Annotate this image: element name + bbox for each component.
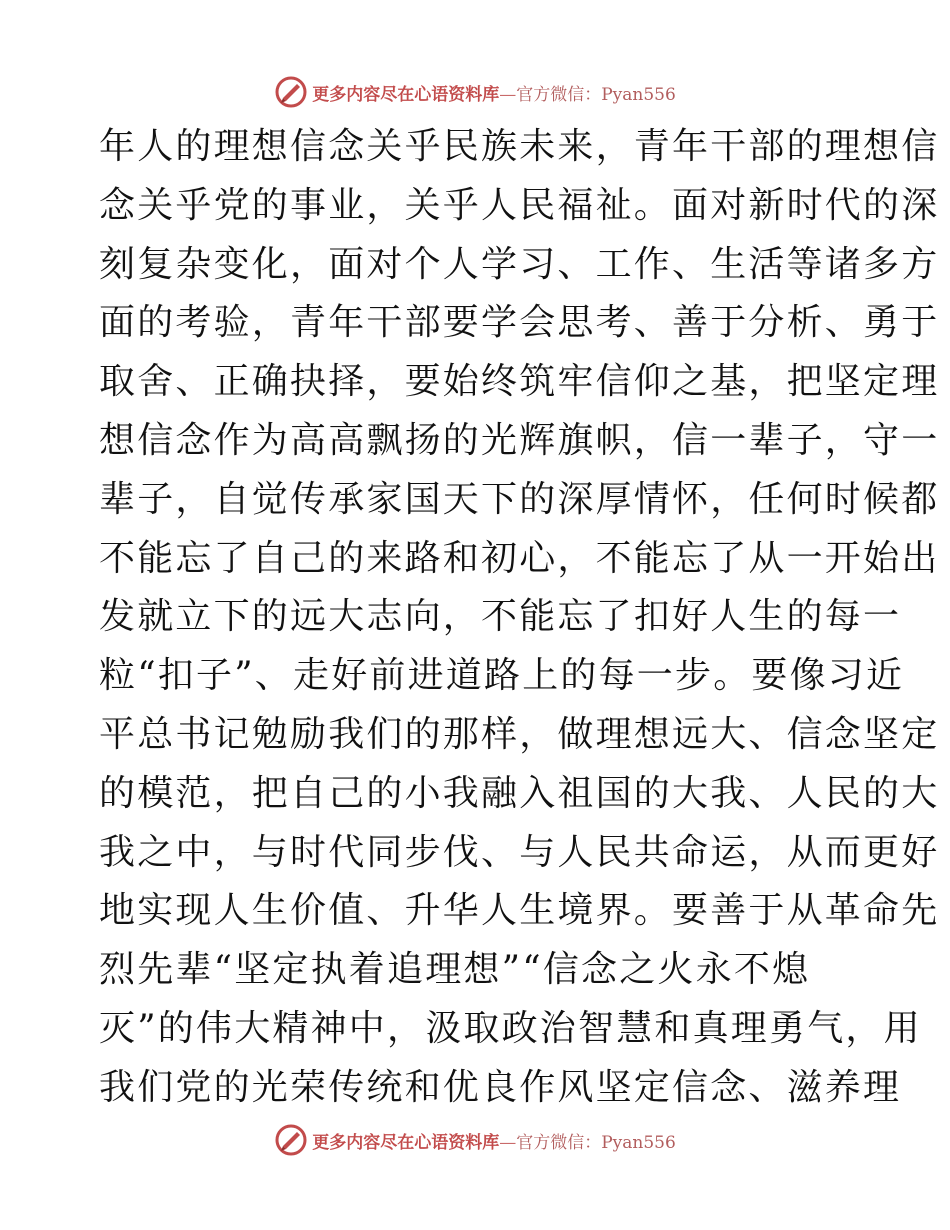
text-line: 烈先辈“坚定执着追理想”“信念之火永不熄 (99, 949, 811, 991)
watermark-brand: 更多内容尽在心语资料库 (312, 84, 500, 105)
text-line: 年人的理想信念关乎民族未来，青年干部的理想信 (99, 126, 940, 167)
watermark-text (312, 1128, 676, 1153)
body-paragraph (99, 118, 940, 1118)
text-line: 的模范，把自己的小我融入祖国的大我、人民的大 (99, 772, 940, 814)
text-line: 我们党的光荣传统和优良作风坚定信念、滋养理 (99, 1066, 902, 1108)
text-line: 面的考验，青年干部要学会思考、善于分析、勇于 (99, 302, 940, 344)
pen-logo-icon (274, 1123, 308, 1157)
watermark-brand: 更多内容尽在心语资料库 (312, 1132, 500, 1153)
footer-watermark (0, 1120, 950, 1160)
text-line: 我之中，与时代同步伐、与人民共命运，从而更好 (99, 831, 940, 873)
header-watermark (0, 72, 950, 112)
watermark-dash: — (499, 84, 517, 105)
text-line: 粒“扣子”、走好前进道路上的每一步。要像习近 (99, 655, 905, 697)
text-line: 发就立下的远大志向，不能忘了扣好人生的每一 (99, 596, 902, 638)
watermark-wechat: 官方微信：Pyan556 (516, 1132, 676, 1153)
pen-logo-icon (274, 75, 308, 109)
text-line: 想信念作为高高飘扬的光辉旗帜，信一辈子，守一 (99, 419, 940, 461)
text-line: 地实现人生价值、升华人生境界。要善于从革命先 (99, 890, 940, 932)
text-line: 不能忘了自己的来路和初心，不能忘了从一开始出 (99, 537, 940, 579)
text-line: 取舍、正确抉择，要始终筑牢信仰之基，把坚定理 (99, 361, 940, 403)
text-line: 念关乎党的事业，关乎人民福祉。面对新时代的深 (99, 184, 940, 226)
text-line: 刻复杂变化，面对个人学习、工作、生活等诸多方 (99, 243, 940, 285)
text-line: 灭”的伟大精神中，汲取政治智慧和真理勇气，用 (99, 1007, 922, 1049)
text-line: 平总书记勉励我们的那样，做理想远大、信念坚定 (99, 713, 940, 755)
text-line: 辈子，自觉传承家国天下的深厚情怀，任何时候都 (99, 478, 940, 520)
watermark-wechat: 官方微信：Pyan556 (516, 84, 676, 105)
watermark-dash: — (499, 1132, 517, 1153)
watermark-text (312, 80, 676, 105)
